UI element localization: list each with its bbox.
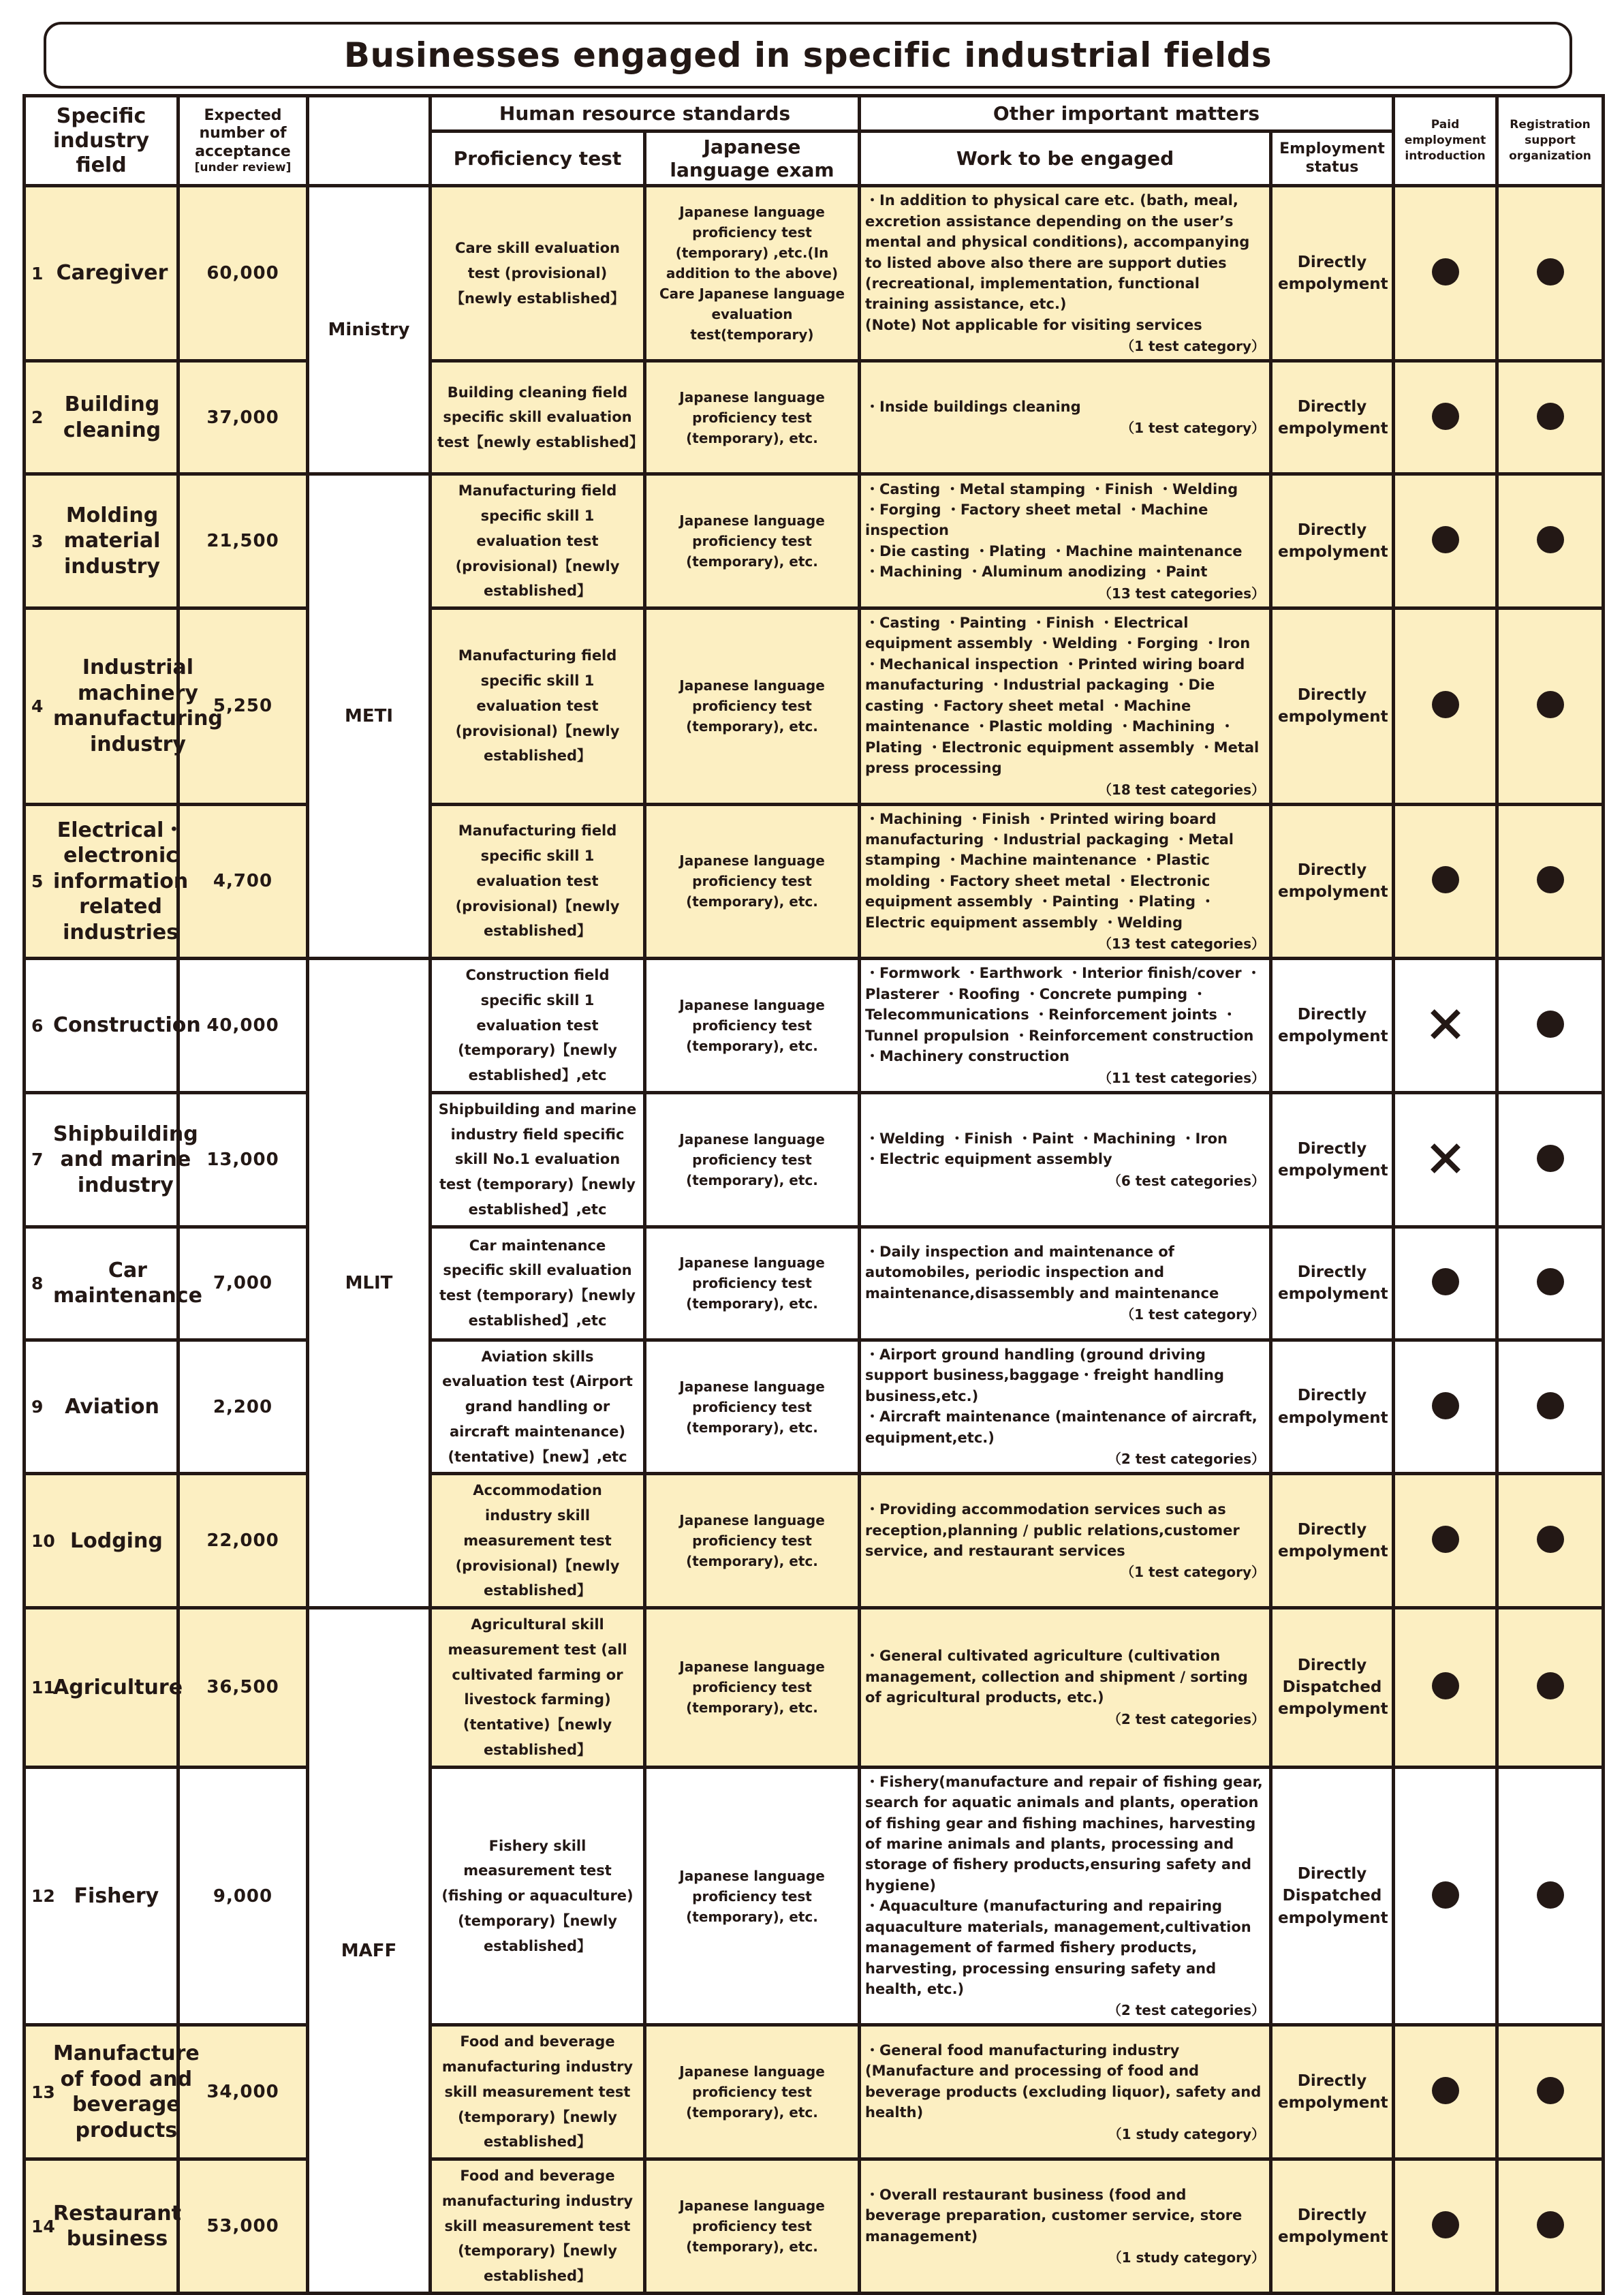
field-name: Manufacture of food and beverage products — [53, 2042, 200, 2142]
cross-icon — [1430, 1008, 1461, 1040]
header-japanese: Japanese language exam — [645, 132, 860, 186]
japanese-exam: Japanese language proficiency test (temporary), etc. — [645, 959, 860, 1093]
employment-status: Directly empolyment — [1271, 2025, 1394, 2159]
employment-status: Directly empolyment — [1271, 609, 1394, 805]
filled-circle-icon — [1537, 1881, 1564, 1909]
employment-status: Directly empolyment — [1271, 2159, 1394, 2294]
paid-mark-cell — [1394, 1474, 1497, 1608]
header-human-resource: Human resource standards — [431, 96, 860, 132]
field-number: 1 — [31, 263, 44, 283]
acceptance-value: 22,000 — [178, 1474, 308, 1608]
ministry-cell: MAFF — [308, 1608, 431, 2294]
field-cell — [25, 361, 178, 474]
japanese-exam: Japanese language proficiency test (temporary), etc. — [645, 1608, 860, 1768]
field-cell — [25, 959, 201, 1093]
work-description: ・Fishery(manufacture and repair of fishing gear, search for aquatic animals and plants, operation of fishing gear and fishing machines, harvesting of marine animals and plants, processing and storage of fishery products,ensuring safety and hygiene) ・Aquaculture (manufacturing and repairing aquaculture materials, management,cultivation management of farmed fishery products, harvesting, processing ensuring safety and health, etc.) — [865, 1773, 1263, 1997]
registration-mark-cell — [1497, 1092, 1604, 1227]
work-cell — [860, 1227, 1271, 1340]
proficiency-test: Manufacturing field specific skill 1 evaluation test (provisional)【newly established】 — [431, 609, 645, 805]
field-number: 4 — [31, 696, 44, 716]
paid-mark-cell — [1394, 1767, 1497, 2025]
header-acceptance — [178, 96, 308, 186]
header-proficiency: Proficiency test — [431, 132, 645, 186]
table-row — [25, 1340, 1604, 1474]
proficiency-test: Aviation skills evaluation test (Airport grand handling or aircraft maintenance) (tentative)【new】,etc — [431, 1340, 645, 1474]
field-name: Agriculture — [53, 1675, 183, 1699]
field-cell — [25, 1608, 183, 1768]
work-description: ・Casting ・Metal stamping ・Finish ・Welding ・Forging ・Factory sheet metal ・Machine inspection ・Die casting ・Plating ・Machine maintenance ・Machining ・Aluminum anodizing ・Paint — [865, 480, 1243, 581]
proficiency-test: Fishery skill measurement test (fishing or aquaculture) (temporary)【newly established】 — [431, 1767, 645, 2025]
paid-mark-cell — [1394, 474, 1497, 609]
work-description: ・General cultivated agriculture (cultivation management, collection and shipment / sorting of agricultural products, etc.) — [865, 1648, 1248, 1706]
employment-status: Directly Dispatched empolyment — [1271, 1608, 1394, 1768]
header-acceptance-label: Expected number of acceptance — [195, 106, 291, 160]
employment-status: Directly empolyment — [1271, 959, 1394, 1093]
work-cell — [860, 609, 1271, 805]
japanese-exam: Japanese language proficiency test (temporary), etc. — [645, 804, 860, 959]
acceptance-value: 53,000 — [178, 2159, 308, 2294]
japanese-exam: Japanese language proficiency test (temporary), etc. — [645, 1092, 860, 1227]
field-name: Restaurant business — [53, 2201, 181, 2251]
acceptance-value: 13,000 — [178, 1092, 308, 1227]
work-cell — [860, 361, 1271, 474]
work-description: ・Providing accommodation services such as reception,planning / public relations,customer service, and restaurant services — [865, 1501, 1240, 1559]
field-cell — [25, 804, 189, 959]
field-name: Molding material industry — [63, 503, 161, 579]
japanese-exam: Japanese language proficiency test (temporary), etc. — [645, 1767, 860, 2025]
work-cell — [860, 1092, 1271, 1227]
header-work: Work to be engaged — [860, 132, 1271, 186]
field-number: 10 — [31, 1530, 55, 1551]
work-description: ・Formwork ・Earthwork ・Interior finish/cover ・Plasterer ・Roofing ・Concrete pumping ・Telecommunications ・Reinforcement joints ・Tunnel propulsion ・Reinforcement construction ・Machinery construction — [865, 965, 1261, 1065]
test-category: （1 study category） — [1108, 2125, 1266, 2142]
field-cell — [25, 1092, 198, 1227]
employment-status: Directly empolyment — [1271, 361, 1394, 474]
paid-mark-cell — [1394, 2159, 1497, 2294]
registration-mark-cell — [1497, 1340, 1604, 1474]
work-cell — [860, 1474, 1271, 1608]
work-description: ・Welding ・Finish ・Paint ・Machining ・Iron ・Electric equipment assembly — [865, 1130, 1228, 1168]
table-row — [25, 2025, 1604, 2159]
work-cell — [860, 474, 1271, 609]
field-name: Industrial machinery manufacturing industry — [53, 656, 223, 756]
paid-mark-cell — [1394, 361, 1497, 474]
paid-mark-cell — [1394, 1227, 1497, 1340]
table-row — [25, 959, 1604, 1093]
filled-circle-icon — [1432, 258, 1459, 286]
filled-circle-icon — [1432, 526, 1459, 553]
filled-circle-icon — [1537, 1145, 1564, 1172]
table-row — [25, 1767, 1604, 2025]
proficiency-test: Building cleaning field specific skill evaluation test【newly established】 — [431, 361, 645, 474]
japanese-exam: Japanese language proficiency test (temporary), etc. — [645, 2159, 860, 2294]
acceptance-value: 5,250 — [178, 609, 308, 805]
table-row — [25, 2159, 1604, 2294]
field-name: Caregiver — [56, 261, 168, 286]
japanese-exam: Japanese language proficiency test (temporary) ,etc.(In addition to the above) Care Japanese language evaluation test(temporary) — [645, 186, 860, 361]
filled-circle-icon — [1537, 2077, 1564, 2104]
header-paid: Paid employment introduction — [1394, 96, 1497, 186]
test-category: （1 test category） — [1121, 1306, 1266, 1323]
work-description: ・Casting ・Painting ・Finish ・Electrical equipment assembly ・Welding ・Forging ・Iron ・Mechanical inspection ・Printed wiring board manufacturing ・Industrial packaging ・Die casting ・Factory sheet metal ・Machine maintenance ・Plastic molding ・Machining ・Plating ・Electronic equipment assembly ・Metal press processing — [865, 615, 1260, 777]
table-row — [25, 1227, 1604, 1340]
filled-circle-icon — [1537, 1392, 1564, 1419]
japanese-exam: Japanese language proficiency test (temporary), etc. — [645, 1340, 860, 1474]
filled-circle-icon — [1537, 1526, 1564, 1553]
employment-status: Directly empolyment — [1271, 186, 1394, 361]
proficiency-test: Food and beverage manufacturing industry skill measurement test (temporary)【newly established】 — [431, 2159, 645, 2294]
field-number: 14 — [31, 2216, 55, 2236]
paid-mark-cell — [1394, 804, 1497, 959]
registration-mark-cell — [1497, 959, 1604, 1093]
field-cell — [25, 609, 223, 805]
filled-circle-icon — [1537, 1268, 1564, 1295]
header-ministry-blank — [308, 96, 431, 186]
japanese-exam: Japanese language proficiency test (temporary), etc. — [645, 474, 860, 609]
proficiency-test: Construction field specific skill 1 evaluation test (temporary)【newly established】,etc — [431, 959, 645, 1093]
proficiency-test: Accommodation industry skill measurement test (provisional)【newly established】 — [431, 1474, 645, 1608]
filled-circle-icon — [1537, 526, 1564, 553]
registration-mark-cell — [1497, 1767, 1604, 2025]
proficiency-test: Care skill evaluation test (provisional)【newly established】 — [431, 186, 645, 361]
acceptance-value: 9,000 — [178, 1767, 308, 2025]
proficiency-test: Manufacturing field specific skill 1 evaluation test (provisional)【newly established】 — [431, 804, 645, 959]
test-category: （11 test categories） — [1097, 1069, 1266, 1086]
header-field: Specific industry field — [25, 96, 178, 186]
header-other-matters: Other important matters — [860, 96, 1394, 132]
field-name: Aviation — [65, 1394, 159, 1419]
field-name: Shipbuilding and marine industry — [53, 1122, 198, 1197]
employment-status: Directly Dispatched empolyment — [1271, 1767, 1394, 2025]
test-category: （1 test category） — [1121, 420, 1266, 437]
test-category: （1 test category） — [1121, 1564, 1266, 1581]
filled-circle-icon — [1432, 1881, 1459, 1909]
filled-circle-icon — [1432, 403, 1459, 430]
registration-mark-cell — [1497, 1227, 1604, 1340]
paid-mark-cell — [1394, 959, 1497, 1093]
field-number: 11 — [31, 1677, 55, 1697]
filled-circle-icon — [1537, 2211, 1564, 2238]
test-category: （2 test categories） — [1107, 2002, 1266, 2019]
registration-mark-cell — [1497, 474, 1604, 609]
table-row — [25, 609, 1604, 805]
paid-mark-cell — [1394, 1092, 1497, 1227]
proficiency-test: Food and beverage manufacturing industry skill measurement test (temporary)【newly established】 — [431, 2025, 645, 2159]
cross-icon — [1430, 1143, 1461, 1174]
japanese-exam: Japanese language proficiency test (temporary), etc. — [645, 2025, 860, 2159]
field-number: 3 — [31, 531, 44, 551]
field-name: Fishery — [74, 1883, 159, 1908]
field-number: 13 — [31, 2082, 55, 2102]
acceptance-value: 21,500 — [178, 474, 308, 609]
header-acceptance-note: [under review] — [194, 160, 292, 174]
test-category: （18 test categories） — [1097, 781, 1266, 798]
work-cell — [860, 1767, 1271, 2025]
work-cell — [860, 2025, 1271, 2159]
acceptance-value: 37,000 — [178, 361, 308, 474]
field-number: 7 — [31, 1150, 44, 1170]
acceptance-value: 36,500 — [178, 1608, 308, 1768]
paid-mark-cell — [1394, 1608, 1497, 1768]
field-cell — [25, 1767, 178, 2025]
registration-mark-cell — [1497, 609, 1604, 805]
field-cell — [25, 2025, 200, 2159]
page-title: Businesses engaged in specific industrial fields — [44, 22, 1572, 89]
filled-circle-icon — [1537, 1672, 1564, 1699]
paid-mark-cell — [1394, 609, 1497, 805]
work-description: ・In addition to physical care etc. (bath, meal, excretion assistance depending on the user’s mental and physical conditions), accompanying to listed above also there are support duties (recreational, implementation, functional training assistance, etc.) (Note) Not applicable for visiting services — [865, 192, 1250, 333]
header-employment: Employment status — [1271, 132, 1394, 186]
work-description: ・Overall restaurant business (food and beverage preparation, customer service, store management) — [865, 2186, 1243, 2245]
employment-status: Directly empolyment — [1271, 1340, 1394, 1474]
field-number: 9 — [31, 1397, 44, 1417]
field-number: 8 — [31, 1273, 44, 1293]
work-cell — [860, 1340, 1271, 1474]
filled-circle-icon — [1432, 691, 1459, 718]
work-description: ・Machining ・Finish ・Printed wiring board manufacturing ・Industrial packaging ・Metal stamping ・Machine maintenance ・Plastic molding ・Factory sheet metal ・Electronic equipment assembly ・Painting ・Plating ・Electric equipment assembly ・Welding — [865, 810, 1234, 931]
field-cell — [25, 1474, 178, 1608]
field-name: Electrical・electronic information related industries — [53, 818, 189, 944]
filled-circle-icon — [1432, 2077, 1459, 2104]
field-cell — [25, 186, 178, 361]
proficiency-test: Shipbuilding and marine industry field specific skill No.1 evaluation test (temporary)【newly established】,etc — [431, 1092, 645, 1227]
proficiency-test: Manufacturing field specific skill 1 evaluation test (provisional)【newly established】 — [431, 474, 645, 609]
work-description: ・Inside buildings cleaning — [865, 399, 1081, 416]
proficiency-test: Car maintenance specific skill evaluation test (temporary)【newly established】,etc — [431, 1227, 645, 1340]
field-name: Construction — [53, 1013, 201, 1038]
registration-mark-cell — [1497, 2159, 1604, 2294]
acceptance-value: 2,200 — [178, 1340, 308, 1474]
test-category: （13 test categories） — [1097, 936, 1266, 953]
filled-circle-icon — [1537, 403, 1564, 430]
work-cell — [860, 2159, 1271, 2294]
registration-mark-cell — [1497, 1608, 1604, 1768]
paid-mark-cell — [1394, 186, 1497, 361]
filled-circle-icon — [1432, 1392, 1459, 1419]
table-row — [25, 1474, 1604, 1608]
ministry-cell: MLIT — [308, 959, 431, 1608]
filled-circle-icon — [1537, 1011, 1564, 1038]
acceptance-value: 7,000 — [178, 1227, 308, 1340]
work-cell — [860, 1608, 1271, 1768]
test-category: （1 test category） — [1121, 338, 1266, 355]
test-category: （13 test categories） — [1097, 585, 1266, 602]
field-cell — [25, 1340, 178, 1474]
industry-table — [22, 94, 1605, 2295]
registration-mark-cell — [1497, 186, 1604, 361]
field-cell — [25, 474, 178, 609]
filled-circle-icon — [1432, 1268, 1459, 1295]
filled-circle-icon — [1432, 2211, 1459, 2238]
employment-status: Directly empolyment — [1271, 1092, 1394, 1227]
table-row — [25, 474, 1604, 609]
employment-status: Directly empolyment — [1271, 804, 1394, 959]
employment-status: Directly empolyment — [1271, 1227, 1394, 1340]
work-cell — [860, 186, 1271, 361]
table-row — [25, 1092, 1604, 1227]
table-row — [25, 361, 1604, 474]
employment-status: Directly empolyment — [1271, 1474, 1394, 1608]
field-number: 6 — [31, 1015, 44, 1036]
test-category: （1 study category） — [1108, 2249, 1266, 2266]
filled-circle-icon — [1432, 1672, 1459, 1699]
field-cell — [25, 2159, 181, 2294]
work-description: ・Daily inspection and maintenance of automobiles, periodic inspection and maintenance,disassembly and maintenance — [865, 1243, 1219, 1301]
work-description: ・General food manufacturing industry (Manufacture and processing of food and beverage products (excluding liquor), safety and health) — [865, 2042, 1262, 2121]
acceptance-value: 40,000 — [178, 959, 308, 1093]
table-row — [25, 804, 1604, 959]
field-number: 12 — [31, 1886, 55, 1907]
field-name: Building cleaning — [63, 392, 161, 442]
test-category: （2 test categories） — [1107, 1451, 1266, 1468]
field-number: 2 — [31, 407, 44, 428]
work-cell — [860, 804, 1271, 959]
header-registration: Registration support organization — [1497, 96, 1604, 186]
field-cell — [25, 1227, 202, 1340]
registration-mark-cell — [1497, 361, 1604, 474]
work-cell — [860, 959, 1271, 1093]
registration-mark-cell — [1497, 1474, 1604, 1608]
paid-mark-cell — [1394, 2025, 1497, 2159]
acceptance-value: 60,000 — [178, 186, 308, 361]
japanese-exam: Japanese language proficiency test (temporary), etc. — [645, 1474, 860, 1608]
ministry-cell: Ministry — [308, 186, 431, 474]
filled-circle-icon — [1537, 258, 1564, 286]
field-name: Car maintenance — [53, 1258, 202, 1308]
acceptance-value: 34,000 — [178, 2025, 308, 2159]
paid-mark-cell — [1394, 1340, 1497, 1474]
table-row — [25, 1608, 1604, 1768]
filled-circle-icon — [1432, 866, 1459, 893]
registration-mark-cell — [1497, 2025, 1604, 2159]
acceptance-value: 4,700 — [178, 804, 308, 959]
ministry-cell: METI — [308, 474, 431, 959]
filled-circle-icon — [1537, 691, 1564, 718]
test-category: （6 test categories） — [1107, 1172, 1266, 1189]
filled-circle-icon — [1537, 866, 1564, 893]
table-row — [25, 186, 1604, 361]
test-category: （2 test categories） — [1107, 1710, 1266, 1727]
japanese-exam: Japanese language proficiency test (temporary), etc. — [645, 609, 860, 805]
registration-mark-cell — [1497, 804, 1604, 959]
field-name: Lodging — [70, 1528, 163, 1553]
work-description: ・Airport ground handling (ground driving support business,baggage・freight handling business,etc.) ・Aircraft maintenance (maintenance of aircraft, equipment,etc.) — [865, 1346, 1258, 1446]
proficiency-test: Agricultural skill measurement test (all cultivated farming or livestock farming) (tentative)【newly established】 — [431, 1608, 645, 1768]
japanese-exam: Japanese language proficiency test (temporary), etc. — [645, 1227, 860, 1340]
japanese-exam: Japanese language proficiency test (temporary), etc. — [645, 361, 860, 474]
employment-status: Directly empolyment — [1271, 474, 1394, 609]
field-number: 5 — [31, 871, 44, 891]
filled-circle-icon — [1432, 1526, 1459, 1553]
